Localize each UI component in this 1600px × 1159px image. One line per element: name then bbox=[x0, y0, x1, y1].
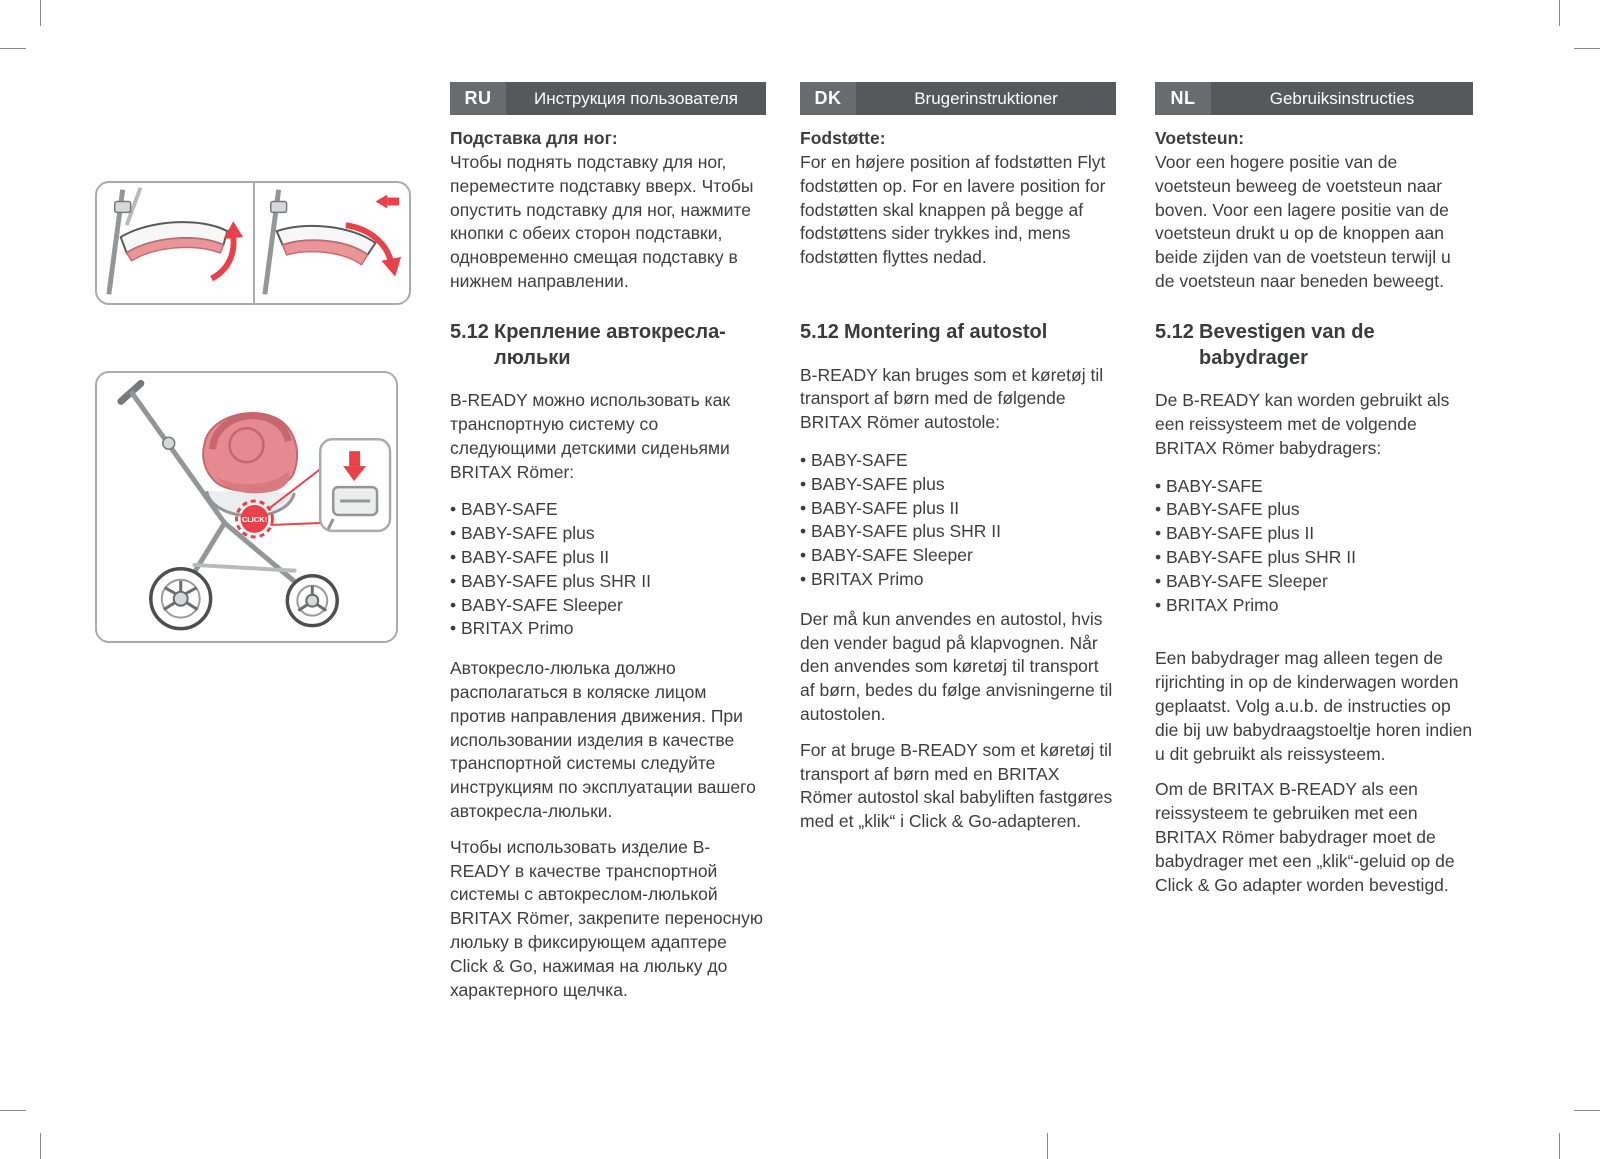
section-heading bbox=[450, 320, 766, 371]
intro-paragraph: Чтобы поднять подставку для ног, переместите подставку вверх. Чтобы опустить подставку для ног, нажмите кнопки с обеих сторон подставки, одновременно смещая подставку в нижнем направлении. bbox=[450, 152, 754, 291]
carrier-list bbox=[1155, 475, 1473, 618]
list-item: • BABY-SAFE bbox=[450, 498, 766, 522]
list-item: • BABY-SAFE plus bbox=[800, 473, 1116, 497]
column-nl bbox=[1155, 82, 1473, 909]
list-item: • BABY-SAFE plus SHR II bbox=[800, 520, 1116, 544]
travel-system-diagram bbox=[95, 371, 398, 643]
footrest-raise-panel bbox=[97, 183, 253, 303]
section-number: 5.12 bbox=[800, 321, 839, 343]
list-item: • BABY-SAFE plus bbox=[450, 522, 766, 546]
section-number: 5.12 bbox=[450, 321, 489, 343]
lang-header-title: Gebruiksinstructies bbox=[1269, 88, 1415, 108]
section-lead: De B-READY kan worden gebruikt als een reissysteem met de volgende BRITAX Römer babydragers: bbox=[1155, 390, 1450, 458]
paragraph: Een babydrager mag alleen tegen de rijrichting in op de kinderwagen worden geplaatst. Volg a.u.b. de instructies op die bij uw babydraagstoeltje horen indien u dit gebruikt als reissysteem. bbox=[1155, 648, 1473, 764]
paragraph: For at bruge B-READY som et køretøj til transport af børn med en BRITAX Römer autostol skal babyliften fastgøres med et „klik“ i Click & Go-adapteren. bbox=[800, 739, 1113, 832]
intro-paragraph: Voor een hogere positie van de voetsteun beweeg de voetsteun naar boven. Voor een lagere positie van de voetsteun drukt u op de knoppen aan beide zijden van de voetsteun terwijl u de voetsteun naar beneden beweegt. bbox=[1155, 152, 1451, 291]
lang-header-title: Brugerinstruktioner bbox=[914, 88, 1058, 108]
list-item: • BABY-SAFE bbox=[1155, 475, 1473, 499]
intro-heading: Voetsteun: bbox=[1155, 128, 1245, 148]
footrest-lower-panel bbox=[253, 183, 409, 303]
crop-mark bbox=[1559, 1133, 1560, 1159]
intro-block bbox=[450, 128, 766, 320]
intro-block bbox=[800, 128, 1116, 320]
list-item: • BRITAX Primo bbox=[450, 617, 766, 641]
stroller-illustration bbox=[97, 373, 396, 641]
section-heading bbox=[800, 320, 1116, 346]
list-item: • BABY-SAFE plus II bbox=[450, 546, 766, 570]
lang-header-dk bbox=[800, 82, 1116, 115]
footrest-adjustment-diagram bbox=[95, 181, 411, 305]
carrier-list bbox=[450, 498, 766, 641]
lang-header-nl bbox=[1155, 82, 1473, 115]
footrest-lower-illustration bbox=[253, 183, 409, 303]
footrest-raise-illustration bbox=[97, 183, 253, 303]
list-item: • BABY-SAFE bbox=[800, 449, 1116, 473]
intro-block bbox=[1155, 128, 1473, 320]
crop-mark bbox=[1574, 48, 1600, 49]
list-item: • BABY-SAFE plus II bbox=[1155, 522, 1473, 546]
crop-mark bbox=[0, 1110, 26, 1111]
paragraph: Чтобы использовать изделие B-READY в качестве транспортной системы с автокреслом-люлькой BRITAX Römer, закрепите переносную люльку в фиксирующем адаптере Click & Go, нажимая на люльку до характерного щелчка. bbox=[450, 836, 763, 1000]
paragraph: Om de BRITAX B-READY als een reissysteem te gebruiken met een BRITAX Römer babydrager moet de babydrager met een „klik“-geluid op de Click & Go adapter worden bevestigd. bbox=[1155, 779, 1455, 895]
intro-heading: Подставка для ног: bbox=[450, 128, 618, 148]
section-title: Montering af autostol bbox=[844, 321, 1048, 343]
list-item: • BABY-SAFE Sleeper bbox=[450, 594, 766, 618]
list-item: • BABY-SAFE Sleeper bbox=[1155, 570, 1473, 594]
lang-code-badge: NL bbox=[1155, 82, 1211, 115]
section-title: Bevestigen van de babydrager bbox=[1199, 321, 1375, 369]
click-label: CLICK! bbox=[241, 514, 268, 524]
list-item: • BABY-SAFE plus SHR II bbox=[1155, 546, 1473, 570]
crop-mark bbox=[1574, 1110, 1600, 1111]
paragraph: Der må kun anvendes en autostol, hvis den vender bagud på klapvognen. Når den anvendes som køretøj til transport af børn, bedes du følge anvisningerne til autostolen. bbox=[800, 608, 1113, 724]
list-item: • BABY-SAFE Sleeper bbox=[800, 544, 1116, 568]
crop-mark bbox=[1047, 1133, 1048, 1159]
carrier-list bbox=[800, 449, 1116, 592]
section-heading bbox=[1155, 320, 1473, 371]
list-item: • BRITAX Primo bbox=[800, 568, 1116, 592]
list-item: • BABY-SAFE plus SHR II bbox=[450, 570, 766, 594]
column-dk bbox=[800, 82, 1116, 846]
crop-mark bbox=[40, 1133, 41, 1159]
crop-mark bbox=[1559, 0, 1560, 26]
intro-heading: Fodstøtte: bbox=[800, 128, 886, 148]
section-number: 5.12 bbox=[1155, 321, 1194, 343]
lang-code-badge: DK bbox=[800, 82, 856, 115]
column-ru bbox=[450, 82, 766, 1014]
lang-header-title: Инструкция пользователя bbox=[534, 88, 738, 108]
lang-header-ru bbox=[450, 82, 766, 115]
lang-code-badge: RU bbox=[450, 82, 506, 115]
section-lead: B-READY можно использовать как транспортную систему со следующими детскими сиденьями BRITAX Römer: bbox=[450, 390, 730, 482]
intro-paragraph: For en højere position af fodstøtten Flyt fodstøtten op. For en lavere position for fodstøtten skal knappen på begge af fodstøttens sider trykkes ind, mens fodstøtten flyttes nedad. bbox=[800, 152, 1106, 268]
list-item: • BRITAX Primo bbox=[1155, 594, 1473, 618]
paragraph: Автокресло-люлька должно располагаться в коляске лицом против направления движения. При использовании изделия в качестве транспортной системы следуйте инструкциям по эксплуатации вашего автокресла-люльки. bbox=[450, 658, 756, 821]
crop-mark bbox=[0, 48, 26, 49]
crop-mark bbox=[40, 0, 41, 26]
list-item: • BABY-SAFE plus II bbox=[800, 497, 1116, 521]
section-lead: B-READY kan bruges som et køretøj til transport af børn med de følgende BRITAX Römer autostole: bbox=[800, 364, 1104, 433]
section-title: Крепление автокресла-люльки bbox=[494, 321, 726, 369]
list-item: • BABY-SAFE plus bbox=[1155, 498, 1473, 522]
